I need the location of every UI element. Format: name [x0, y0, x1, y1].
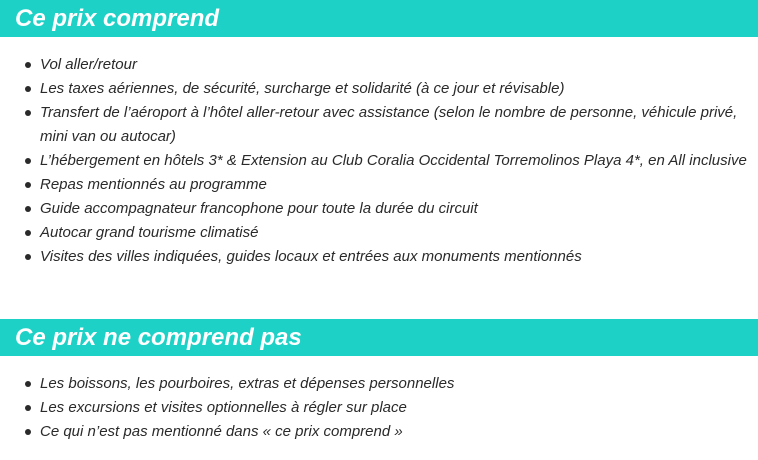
list-item [0, 420, 758, 444]
list-item-text: Visites des villes indiquées, guides locaux et entrées aux monuments mentionnés [40, 248, 582, 265]
excludes-title: Ce prix ne comprend pas [15, 324, 302, 351]
includes-title: Ce prix comprend [15, 5, 220, 32]
bullet-icon [25, 230, 31, 236]
bullet-icon [25, 62, 31, 68]
bullet-icon [25, 110, 31, 116]
bullet-icon [25, 429, 31, 435]
list-item [0, 197, 758, 221]
bullet-icon [25, 206, 31, 212]
list-item [0, 372, 758, 396]
bullet-icon [25, 254, 31, 260]
list-item-text: Les excursions et visites optionnelles à régler sur place [40, 399, 407, 416]
list-item [0, 149, 758, 173]
includes-list [0, 53, 758, 269]
list-item [0, 77, 758, 101]
list-item-text: Vol aller/retour [40, 56, 137, 73]
list-item-text: Transfert de l’aéroport à l’hôtel aller-retour avec assistance (selon le nombre de personne, véhicule privé, mini van ou autocar) [40, 104, 738, 145]
list-item-text: Les taxes aériennes, de sécurité, surcharge et solidarité (à ce jour et révisable) [40, 80, 565, 97]
list-item [0, 221, 758, 245]
list-item-text: Les boissons, les pourboires, extras et dépenses personnelles [40, 375, 455, 392]
bullet-icon [25, 86, 31, 92]
list-item [0, 396, 758, 420]
bullet-icon [25, 381, 31, 387]
excludes-header [0, 319, 758, 356]
list-item-text: Repas mentionnés au programme [40, 176, 267, 193]
bullet-icon [25, 405, 31, 411]
list-item-text: Autocar grand tourisme climatisé [40, 224, 259, 241]
list-item-text: Guide accompagnateur francophone pour toute la durée du circuit [40, 200, 478, 217]
list-item [0, 173, 758, 197]
includes-header [0, 0, 758, 37]
list-item-text: L’hébergement en hôtels 3* & Extension au Club Coralia Occidental Torremolinos Playa 4*, en All inclusive [40, 152, 747, 169]
list-item [0, 53, 758, 77]
list-item [0, 101, 758, 149]
bullet-icon [25, 158, 31, 164]
list-item-text: Ce qui n’est pas mentionné dans « ce prix comprend » [40, 423, 403, 440]
excludes-list [0, 372, 758, 444]
bullet-icon [25, 182, 31, 188]
list-item [0, 245, 758, 269]
